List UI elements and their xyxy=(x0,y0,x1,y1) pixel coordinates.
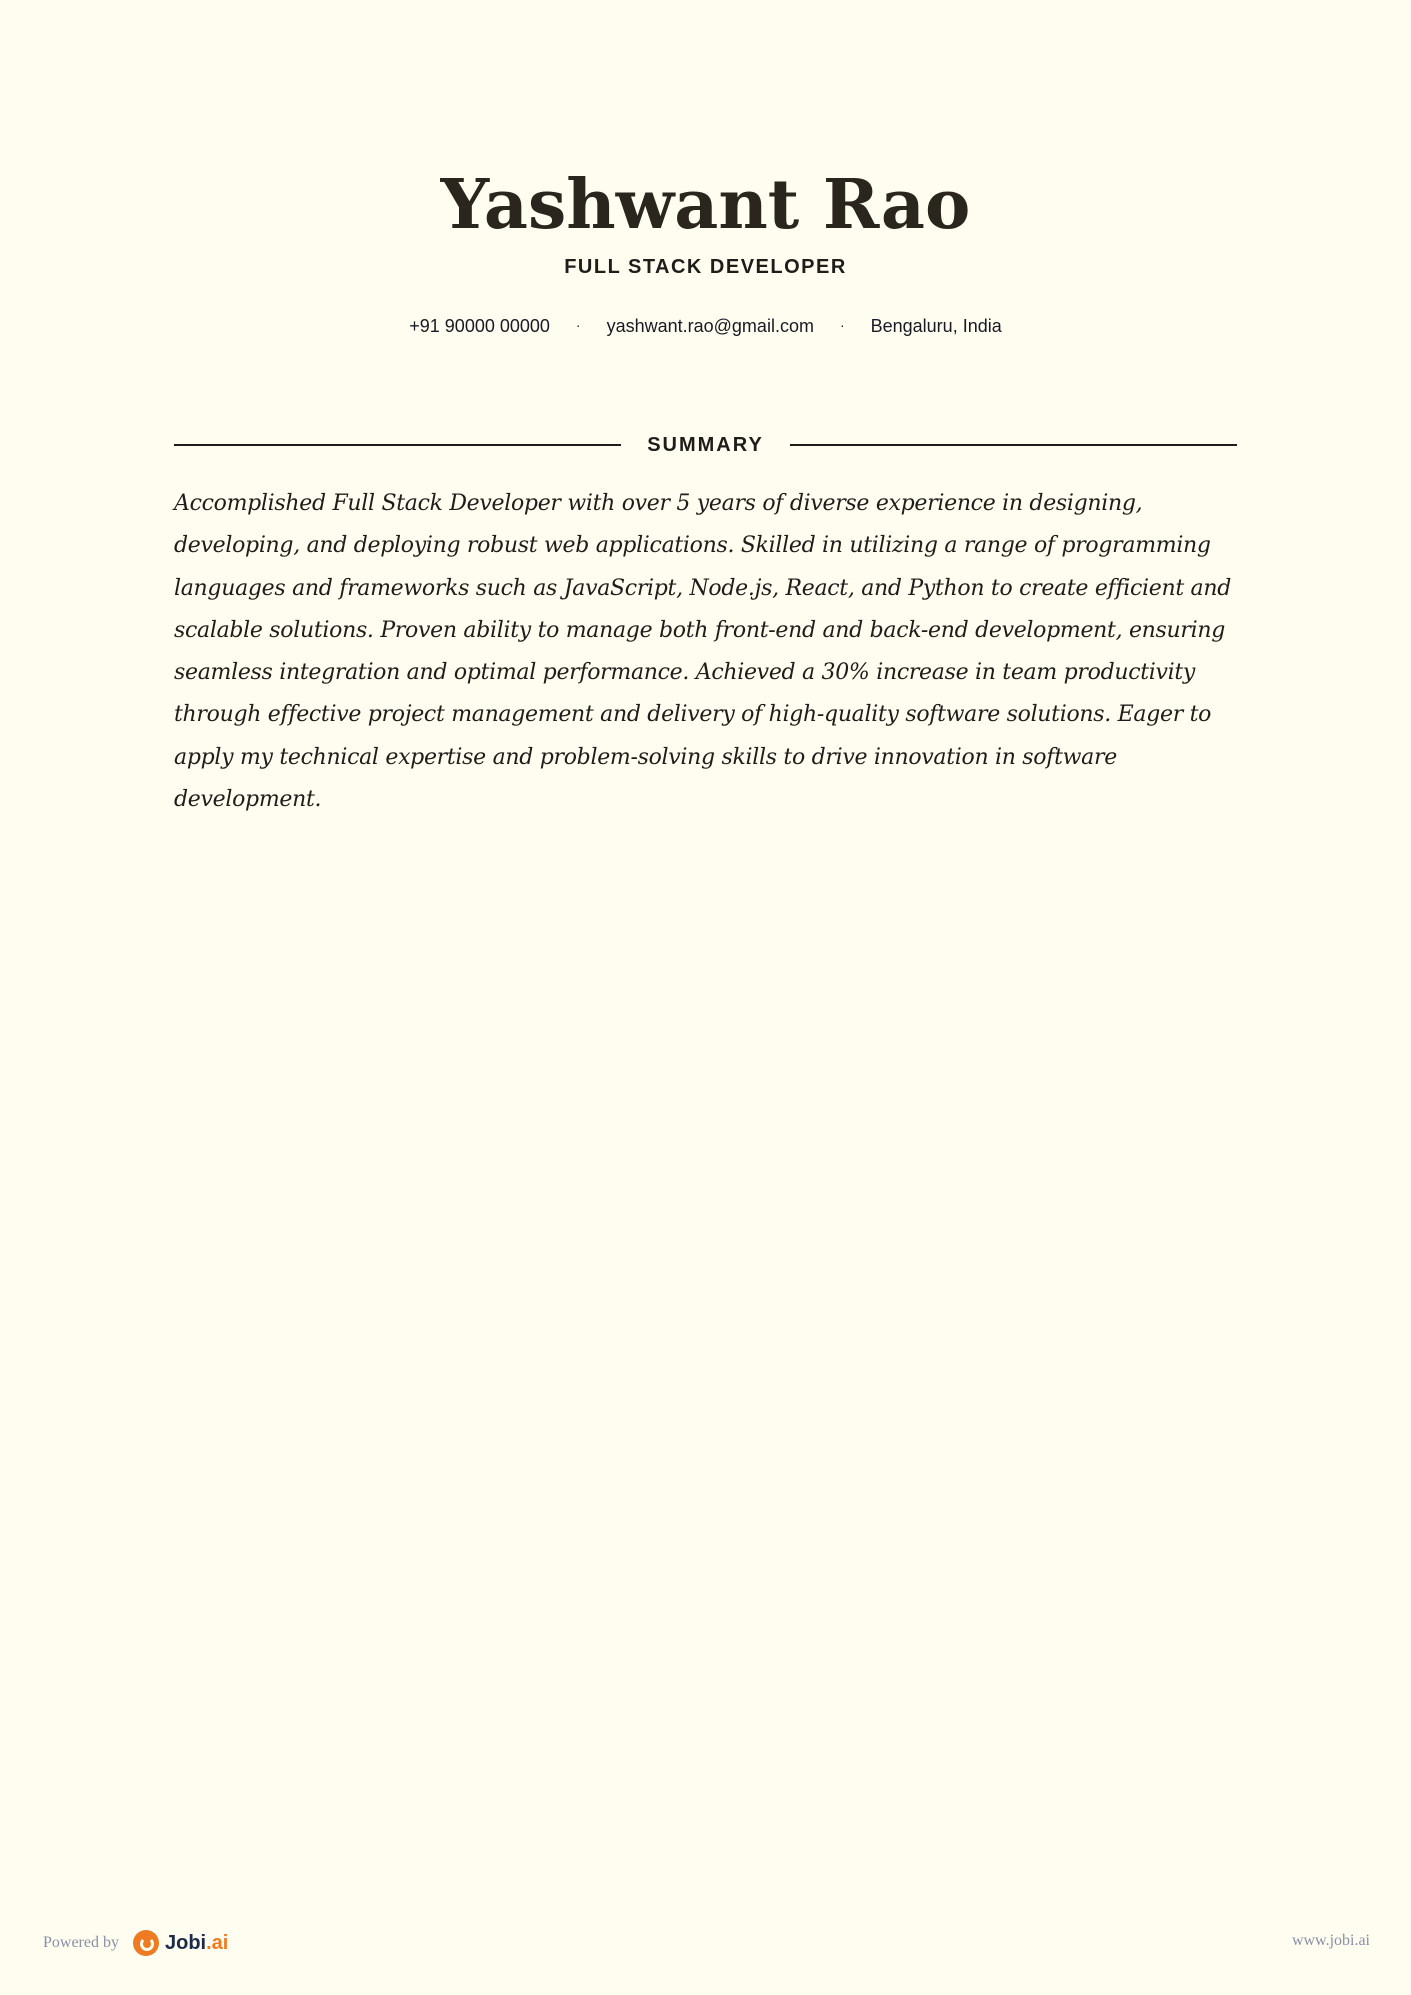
jobi-logo-icon xyxy=(133,1930,159,1956)
contact-separator: · xyxy=(575,317,581,333)
summary-section-header xyxy=(174,430,1237,460)
logo-suffix-text: .ai xyxy=(206,1931,229,1954)
powered-by-label: Powered by xyxy=(43,1934,119,1951)
contact-separator: · xyxy=(839,317,845,333)
logo-main-text: Jobi xyxy=(164,1931,207,1954)
section-divider-left xyxy=(174,444,621,446)
section-divider-right xyxy=(790,444,1237,446)
powered-by-footer xyxy=(43,1928,228,1958)
summary-text: Accomplished Full Stack Developer with over 5 years of diverse experience in designing, developing, and deploying robust web applications. Skilled in utilizing a range of programming languages and frameworks such as JavaScript, Node.js, React, and Python to create efficient and scalable solutions. Proven ability to manage both front-end and back-end development, ensuring seamless integration and optimal performance. Achieved a 30% increase in team productivity through effective project management and delivery of high-quality software solutions. Eager to apply my technical expertise and problem-solving skills to drive innovation in software development. xyxy=(174,491,1232,813)
jobi-logo[interactable] xyxy=(165,1932,228,1955)
website-link[interactable]: www.jobi.ai xyxy=(1291,1932,1370,1949)
location: Bengaluru, India xyxy=(870,316,1002,336)
phone-number: +91 90000 00000 xyxy=(409,316,550,336)
summary-heading: SUMMARY xyxy=(647,433,764,456)
candidate-name: Yashwant Rao xyxy=(440,165,971,245)
job-title: FULL STACK DEVELOPER xyxy=(564,256,847,278)
contact-line xyxy=(0,316,1411,337)
email-address: yashwant.rao@gmail.com xyxy=(606,316,814,336)
